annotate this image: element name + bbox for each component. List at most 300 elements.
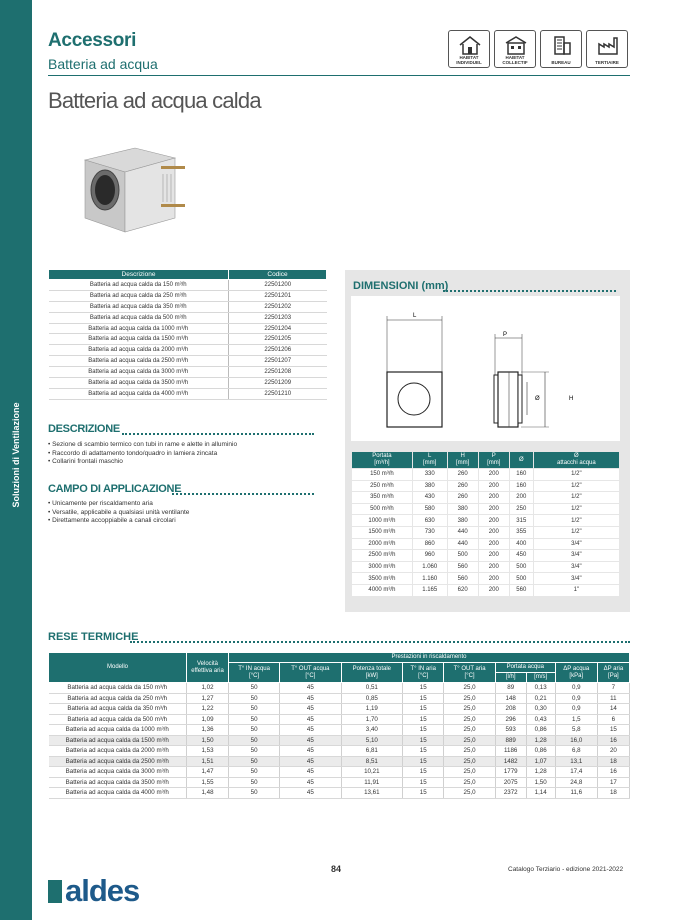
header-divider (48, 75, 630, 76)
cell: 15 (403, 756, 444, 767)
cell: 1,53 (187, 746, 229, 757)
table-row (49, 767, 630, 778)
table-row (352, 469, 620, 481)
cell: 17 (597, 777, 629, 788)
cell: 0,86 (526, 746, 555, 757)
cell: 0,86 (526, 725, 555, 736)
cell: 22501205 (229, 334, 327, 345)
page-subtitle: Batteria ad acqua (48, 56, 158, 72)
category-icons (448, 30, 628, 68)
cell: Batteria ad acqua calda da 2500 m³/h (49, 356, 229, 367)
page-number: 84 (331, 864, 342, 874)
cell: 0,85 (341, 693, 403, 704)
cell: 1,47 (187, 767, 229, 778)
cell: 1,50 (187, 735, 229, 746)
dim-header: H [mm] (447, 452, 478, 469)
cell: 580 (412, 503, 447, 515)
cell: 45 (280, 735, 341, 746)
rese-dots (130, 641, 630, 643)
cell: Batteria ad acqua calda da 3500 m³/h (49, 777, 187, 788)
cell: 22501208 (229, 367, 327, 378)
cell: 45 (280, 756, 341, 767)
cell: 560 (447, 573, 478, 585)
perf-header-tout-aria: T° OUT aria [°C] (444, 663, 496, 683)
cell: 45 (280, 704, 341, 715)
cell: 50 (229, 777, 280, 788)
cell: Batteria ad acqua calda da 500 m³/h (49, 714, 187, 725)
cell: 15 (403, 725, 444, 736)
performance-table (48, 652, 630, 799)
table-row (352, 526, 620, 538)
cell: 14 (597, 704, 629, 715)
cell: 11,91 (341, 777, 403, 788)
dim-header: Ø attacchi acqua (533, 452, 619, 469)
cell: 160 (509, 469, 533, 481)
cell: Batteria ad acqua calda da 4000 m³/h (49, 788, 187, 799)
dimensions-dots (443, 290, 616, 292)
tertiaire-icon: TERTIAIRE (586, 30, 628, 68)
perf-header-tin-aria: T° IN aria [°C] (403, 663, 444, 683)
cell: 1.060 (412, 561, 447, 573)
table-row (49, 323, 327, 334)
table-row (352, 561, 620, 573)
cell: 11,6 (555, 788, 597, 799)
table-row (49, 683, 630, 694)
cell: 11 (597, 693, 629, 704)
cell: 0,43 (526, 714, 555, 725)
cell: 16 (597, 767, 629, 778)
cell: 0,21 (526, 693, 555, 704)
sidebar-label: Soluzioni di Ventilazione (11, 402, 21, 508)
cell: 260 (447, 469, 478, 481)
cell: 10,21 (341, 767, 403, 778)
cell: 1,5 (555, 714, 597, 725)
cell: 1,28 (526, 767, 555, 778)
cell: Batteria ad acqua calda da 3000 m³/h (49, 767, 187, 778)
cell: 2000 m³/h (352, 538, 413, 550)
table-row (352, 550, 620, 562)
cell: 260 (447, 492, 478, 504)
perf-header-portata-ms: [m/s] (526, 673, 555, 683)
cell: 25,0 (444, 788, 496, 799)
perf-header-dp-acqua: ΔP acqua [kPa] (555, 663, 597, 683)
campo-dots (172, 493, 314, 495)
cell: 45 (280, 767, 341, 778)
cell: 1,09 (187, 714, 229, 725)
dimensions-drawing (351, 296, 620, 441)
cell: 330 (412, 469, 447, 481)
table-row (49, 345, 327, 356)
cell: 22501206 (229, 345, 327, 356)
table-row (49, 693, 630, 704)
cell: 1" (533, 584, 619, 596)
cell: 0,9 (555, 683, 597, 694)
table-row (49, 735, 630, 746)
table-row (49, 312, 327, 323)
descrizione-dots (122, 433, 314, 435)
cell: Batteria ad acqua calda da 2000 m³/h (49, 746, 187, 757)
cell: 2500 m³/h (352, 550, 413, 562)
cell: 50 (229, 704, 280, 715)
dim-header: P [mm] (478, 452, 509, 469)
cell: 15 (403, 704, 444, 715)
cell: 22501202 (229, 301, 327, 312)
cell: 22501209 (229, 378, 327, 389)
dim-label-l: L (413, 313, 417, 319)
sidebar (0, 0, 32, 920)
dimensions-table (351, 451, 620, 597)
rese-title: RESE TERMICHE (48, 631, 139, 643)
cell: 200 (478, 573, 509, 585)
cell: 250 m³/h (352, 480, 413, 492)
cell: 6 (597, 714, 629, 725)
cell: 45 (280, 777, 341, 788)
descrizione-title: DESCRIZIONE (48, 423, 120, 435)
table-row (49, 378, 327, 389)
cell: 200 (478, 469, 509, 481)
table-row (352, 492, 620, 504)
cell: 50 (229, 693, 280, 704)
habitat-collectif-icon: HABITAT COLLECTIF (494, 30, 536, 68)
table-row (49, 704, 630, 715)
table-row (49, 777, 630, 788)
cell: 1.165 (412, 584, 447, 596)
cell: 296 (495, 714, 526, 725)
cell: 18 (597, 756, 629, 767)
cell: Batteria ad acqua calda da 350 m³/h (49, 301, 229, 312)
cell: 24,8 (555, 777, 597, 788)
cell: 1482 (495, 756, 526, 767)
cell: 25,0 (444, 746, 496, 757)
code-table (48, 269, 327, 400)
cell: 3/4" (533, 561, 619, 573)
cell: 2075 (495, 777, 526, 788)
cell: Batteria ad acqua calda da 2500 m³/h (49, 756, 187, 767)
perf-header-dp-aria: ΔP aria [Pa] (597, 663, 629, 683)
perf-header-portata: Portata acqua (495, 663, 555, 673)
cell: 1,02 (187, 683, 229, 694)
dim-header: Portata [m³/h] (352, 452, 413, 469)
cell: 25,0 (444, 735, 496, 746)
cell: 6,81 (341, 746, 403, 757)
cell: 50 (229, 756, 280, 767)
cell: 15 (403, 693, 444, 704)
cell: 0,51 (341, 683, 403, 694)
dim-label-p: P (503, 332, 508, 338)
cell: 0,13 (526, 683, 555, 694)
cell: 380 (447, 503, 478, 515)
table-row (49, 388, 327, 399)
cell: 4000 m³/h (352, 584, 413, 596)
cell: 730 (412, 526, 447, 538)
cell: 25,0 (444, 756, 496, 767)
cell: 200 (478, 515, 509, 527)
cell: Batteria ad acqua calda da 3000 m³/h (49, 367, 229, 378)
cell: 400 (509, 538, 533, 550)
cell: 45 (280, 746, 341, 757)
cell: Batteria ad acqua calda da 1500 m³/h (49, 735, 187, 746)
cell: 1500 m³/h (352, 526, 413, 538)
cell: Batteria ad acqua calda da 150 m³/h (49, 683, 187, 694)
habitat-individuel-icon: HABITAT INDIVIDUEL (448, 30, 490, 68)
cell: 1000 m³/h (352, 515, 413, 527)
dim-header: L [mm] (412, 452, 447, 469)
cell: 0,9 (555, 693, 597, 704)
list-item: • Direttamente accoppiabile a canali circolari (48, 517, 176, 524)
cell: 1/2" (533, 503, 619, 515)
cell: 889 (495, 735, 526, 746)
table-row (49, 334, 327, 345)
cell: 25,0 (444, 693, 496, 704)
dim-label-d: Ø (535, 396, 540, 402)
cell: 440 (447, 526, 478, 538)
dim-label-h: H (569, 396, 574, 402)
perf-header-potenza: Potenza totale [kW] (341, 663, 403, 683)
cell: 15 (403, 746, 444, 757)
cell: 1,48 (187, 788, 229, 799)
cell: 450 (509, 550, 533, 562)
bureau-icon: BUREAU (540, 30, 582, 68)
cell: 8,51 (341, 756, 403, 767)
cell: 3500 m³/h (352, 573, 413, 585)
list-item: • Collarini frontali maschio (48, 458, 123, 465)
cell: 200 (478, 584, 509, 596)
cell: 148 (495, 693, 526, 704)
cell: 315 (509, 515, 533, 527)
product-title: Batteria ad acqua calda (48, 88, 261, 113)
cell: 2372 (495, 788, 526, 799)
table-row (49, 756, 630, 767)
cell: Batteria ad acqua calda da 4000 m³/h (49, 388, 229, 399)
code-table-header-code: Codice (229, 270, 327, 280)
table-row (352, 515, 620, 527)
cell: 22501200 (229, 280, 327, 291)
table-row (352, 503, 620, 515)
cell: 3/4" (533, 550, 619, 562)
cell: 200 (478, 492, 509, 504)
cell: 1,50 (526, 777, 555, 788)
table-row (49, 290, 327, 301)
cell: Batteria ad acqua calda da 3500 m³/h (49, 378, 229, 389)
cell: 25,0 (444, 725, 496, 736)
product-image (75, 140, 185, 235)
campo-list (48, 500, 189, 526)
cell: 3/4" (533, 573, 619, 585)
cell: 160 (509, 480, 533, 492)
cell: 15 (403, 788, 444, 799)
cell: 260 (447, 480, 478, 492)
list-item: • Unicamente per riscaldamento aria (48, 500, 153, 507)
cell: 1/2" (533, 469, 619, 481)
perf-header-modello: Modello (49, 653, 187, 683)
table-row (49, 746, 630, 757)
cell: 1/2" (533, 492, 619, 504)
cell: Batteria ad acqua calda da 350 m³/h (49, 704, 187, 715)
dimensions-title: DIMENSIONI (mm) (353, 280, 449, 292)
cell: 620 (447, 584, 478, 596)
cell: 150 m³/h (352, 469, 413, 481)
cell: 15 (403, 777, 444, 788)
cell: 5,10 (341, 735, 403, 746)
cell: 22501207 (229, 356, 327, 367)
cell: Batteria ad acqua calda da 250 m³/h (49, 693, 187, 704)
cell: Batteria ad acqua calda da 1000 m³/h (49, 725, 187, 736)
cell: 45 (280, 693, 341, 704)
logo-mark (48, 880, 62, 903)
descrizione-list (48, 441, 237, 467)
cell: 200 (509, 492, 533, 504)
cell: 560 (509, 584, 533, 596)
table-row (49, 280, 327, 291)
cell: 3/4" (533, 538, 619, 550)
cell: 7 (597, 683, 629, 694)
table-row (49, 788, 630, 799)
catalog-edition: Catalogo Terziario - edizione 2021-2022 (508, 866, 624, 873)
table-row (352, 480, 620, 492)
table-row (49, 714, 630, 725)
cell: 200 (478, 526, 509, 538)
cell: 1,51 (187, 756, 229, 767)
cell: 5,8 (555, 725, 597, 736)
cell: 50 (229, 746, 280, 757)
cell: 1/2" (533, 515, 619, 527)
cell: 22501210 (229, 388, 327, 399)
cell: 1,14 (526, 788, 555, 799)
cell: 1,55 (187, 777, 229, 788)
list-item: • Versatile, applicabile a qualsiasi unità ventilante (48, 508, 190, 516)
cell: 860 (412, 538, 447, 550)
dim-header: Ø (509, 452, 533, 469)
aldes-logo (48, 873, 140, 908)
cell: 200 (478, 561, 509, 573)
perf-header-tin-acqua: T° IN acqua [°C] (229, 663, 280, 683)
cell: 25,0 (444, 777, 496, 788)
cell: 380 (447, 515, 478, 527)
cell: 15 (403, 767, 444, 778)
cell: 1,19 (341, 704, 403, 715)
cell: 1779 (495, 767, 526, 778)
perf-header-velocita: Velocità effettiva aria (187, 653, 229, 683)
cell: 250 (509, 503, 533, 515)
cell: 1186 (495, 746, 526, 757)
cell: 50 (229, 735, 280, 746)
cell: 380 (412, 480, 447, 492)
list-item: • Raccordo di adattamento tondo/quadro in lamiera zincata (48, 449, 218, 457)
cell: Batteria ad acqua calda da 250 m³/h (49, 290, 229, 301)
cell: 15 (403, 714, 444, 725)
cell: 16,0 (555, 735, 597, 746)
cell: Batteria ad acqua calda da 500 m³/h (49, 312, 229, 323)
cell: 50 (229, 767, 280, 778)
cell: 3,40 (341, 725, 403, 736)
cell: Batteria ad acqua calda da 1500 m³/h (49, 334, 229, 345)
cell: 22501201 (229, 290, 327, 301)
cell: 200 (478, 550, 509, 562)
cell: 960 (412, 550, 447, 562)
cell: 500 (509, 573, 533, 585)
cell: 1,28 (526, 735, 555, 746)
cell: 25,0 (444, 683, 496, 694)
cell: 50 (229, 725, 280, 736)
cell: 50 (229, 714, 280, 725)
cell: 16 (597, 735, 629, 746)
cell: 13,61 (341, 788, 403, 799)
cell: 20 (597, 746, 629, 757)
cell: Batteria ad acqua calda da 2000 m³/h (49, 345, 229, 356)
cell: 18 (597, 788, 629, 799)
cell: 15 (403, 683, 444, 694)
cell: 15 (597, 725, 629, 736)
cell: 208 (495, 704, 526, 715)
cell: 430 (412, 492, 447, 504)
cell: 22501204 (229, 323, 327, 334)
table-row (49, 725, 630, 736)
page-title: Accessori (48, 30, 137, 51)
cell: 3000 m³/h (352, 561, 413, 573)
cell: 350 m³/h (352, 492, 413, 504)
cell: 440 (447, 538, 478, 550)
cell: 1,22 (187, 704, 229, 715)
cell: 89 (495, 683, 526, 694)
cell: 45 (280, 714, 341, 725)
cell: 1,70 (341, 714, 403, 725)
cell: 25,0 (444, 714, 496, 725)
table-row (352, 538, 620, 550)
cell: 6,8 (555, 746, 597, 757)
cell: 500 (447, 550, 478, 562)
perf-header-portata-lh: [l/h] (495, 673, 526, 683)
cell: 25,0 (444, 704, 496, 715)
cell: 45 (280, 683, 341, 694)
cell: 45 (280, 788, 341, 799)
perf-header-prestazioni: Prestazioni in riscaldamento (229, 653, 630, 663)
table-row (352, 584, 620, 596)
table-row (49, 301, 327, 312)
cell: 1,27 (187, 693, 229, 704)
cell: 1/2" (533, 480, 619, 492)
cell: 13,1 (555, 756, 597, 767)
cell: Batteria ad acqua calda da 150 m³/h (49, 280, 229, 291)
cell: 0,30 (526, 704, 555, 715)
cell: 1/2" (533, 526, 619, 538)
cell: 50 (229, 788, 280, 799)
cell: 500 m³/h (352, 503, 413, 515)
cell: 200 (478, 503, 509, 515)
table-row (49, 356, 327, 367)
cell: 1,07 (526, 756, 555, 767)
table-row (352, 573, 620, 585)
cell: 560 (447, 561, 478, 573)
cell: 25,0 (444, 767, 496, 778)
code-table-header-description: Descrizione (49, 270, 229, 280)
table-row (49, 367, 327, 378)
cell: 0,9 (555, 704, 597, 715)
cell: 15 (403, 735, 444, 746)
campo-title: CAMPO DI APPLICAZIONE (48, 483, 182, 495)
cell: 1.160 (412, 573, 447, 585)
cell: 200 (478, 480, 509, 492)
cell: 1,36 (187, 725, 229, 736)
cell: 500 (509, 561, 533, 573)
logo-text: aldes (65, 873, 140, 908)
cell: 200 (478, 538, 509, 550)
cell: 593 (495, 725, 526, 736)
cell: 45 (280, 725, 341, 736)
cell: 50 (229, 683, 280, 694)
perf-header-tout-acqua: T° OUT acqua [°C] (280, 663, 341, 683)
list-item: • Sezione di scambio termico con tubi in rame e alette in alluminio (48, 441, 238, 448)
cell: Batteria ad acqua calda da 1000 m³/h (49, 323, 229, 334)
